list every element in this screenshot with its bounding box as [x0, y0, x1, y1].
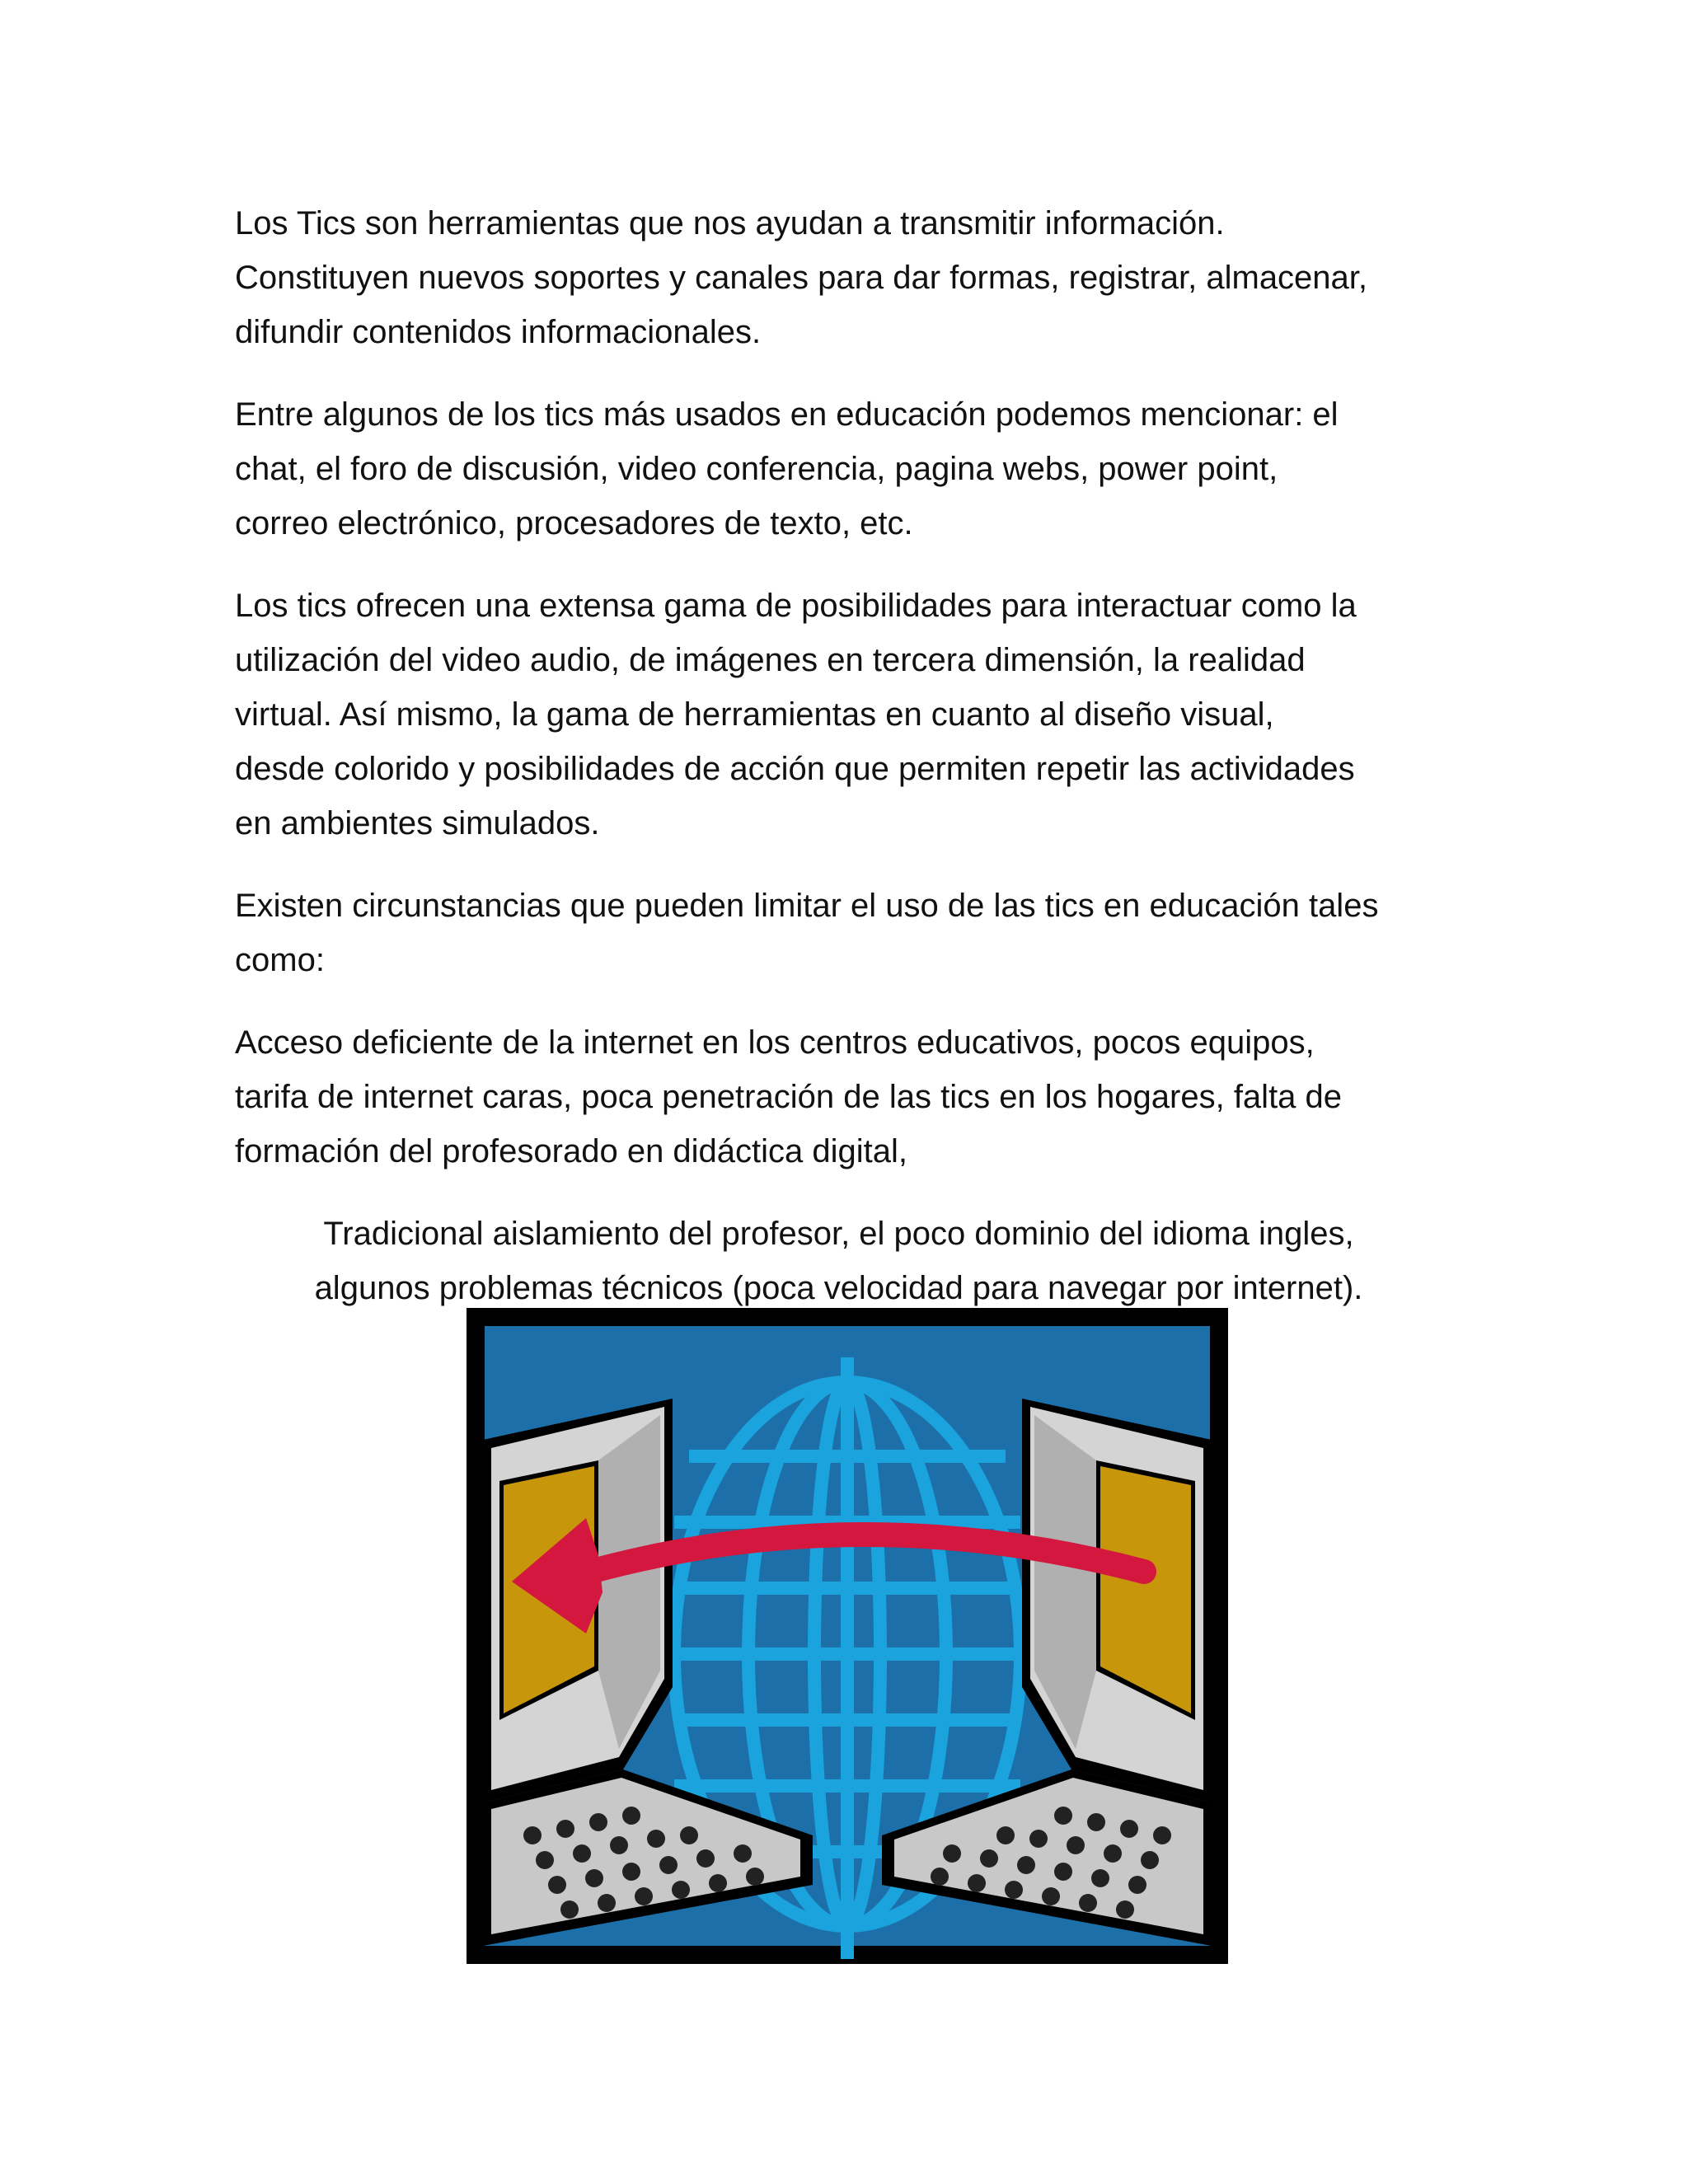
- text-line: Entre algunos de los tics más usados en educación podemos mencionar: el: [235, 396, 1339, 433]
- document-body: [235, 196, 1471, 1343]
- text-line: chat, el foro de discusión, video conferencia, pagina webs, power point,: [235, 451, 1278, 487]
- text-line: Constituyen nuevos soportes y canales para dar formas, registrar, almacenar,: [235, 260, 1368, 296]
- text-line: virtual. Así mismo, la gama de herramientas en cuanto al diseño visual,: [235, 696, 1274, 733]
- paragraph-limitations-intro: [235, 879, 1471, 987]
- text-line: utilización del video audio, de imágenes en tercera dimensión, la realidad: [235, 642, 1306, 678]
- text-line: Existen circunstancias que pueden limitar el uso de las tics en educación tales: [235, 888, 1379, 924]
- paragraph-limitations-centered: [235, 1207, 1442, 1315]
- text-line: Los tics ofrecen una extensa gama de posibilidades para interactuar como la: [235, 588, 1357, 624]
- paragraph-limitations-list: [235, 1015, 1471, 1179]
- text-line: correo electrónico, procesadores de texto, etc.: [235, 505, 913, 541]
- text-line: difundir contenidos informacionales.: [235, 314, 762, 350]
- network-computers-globe-icon: [467, 1308, 1228, 1964]
- text-line: tarifa de internet caras, poca penetración de las tics en los hogares, falta de: [235, 1079, 1343, 1115]
- paragraph-tics-definition: [235, 196, 1471, 359]
- text-line: desde colorido y posibilidades de acción que permiten repetir las actividades: [235, 751, 1355, 787]
- text-line: Acceso deficiente de la internet en los centros educativos, pocos equipos,: [235, 1024, 1315, 1061]
- text-line: como:: [235, 942, 325, 978]
- text-line: Tradicional aislamiento del profesor, el poco dominio del idioma ingles,: [323, 1216, 1354, 1252]
- paragraph-tics-possibilities: [235, 579, 1471, 851]
- clipart-illustration: [467, 1308, 1228, 1964]
- text-line: Los Tics son herramientas que nos ayudan a transmitir información.: [235, 205, 1225, 241]
- text-line: formación del profesorado en didáctica digital,: [235, 1133, 908, 1169]
- text-line: en ambientes simulados.: [235, 805, 600, 841]
- paragraph-tics-examples: [235, 387, 1471, 551]
- text-line: algunos problemas técnicos (poca velocidad para navegar por internet).: [314, 1270, 1363, 1306]
